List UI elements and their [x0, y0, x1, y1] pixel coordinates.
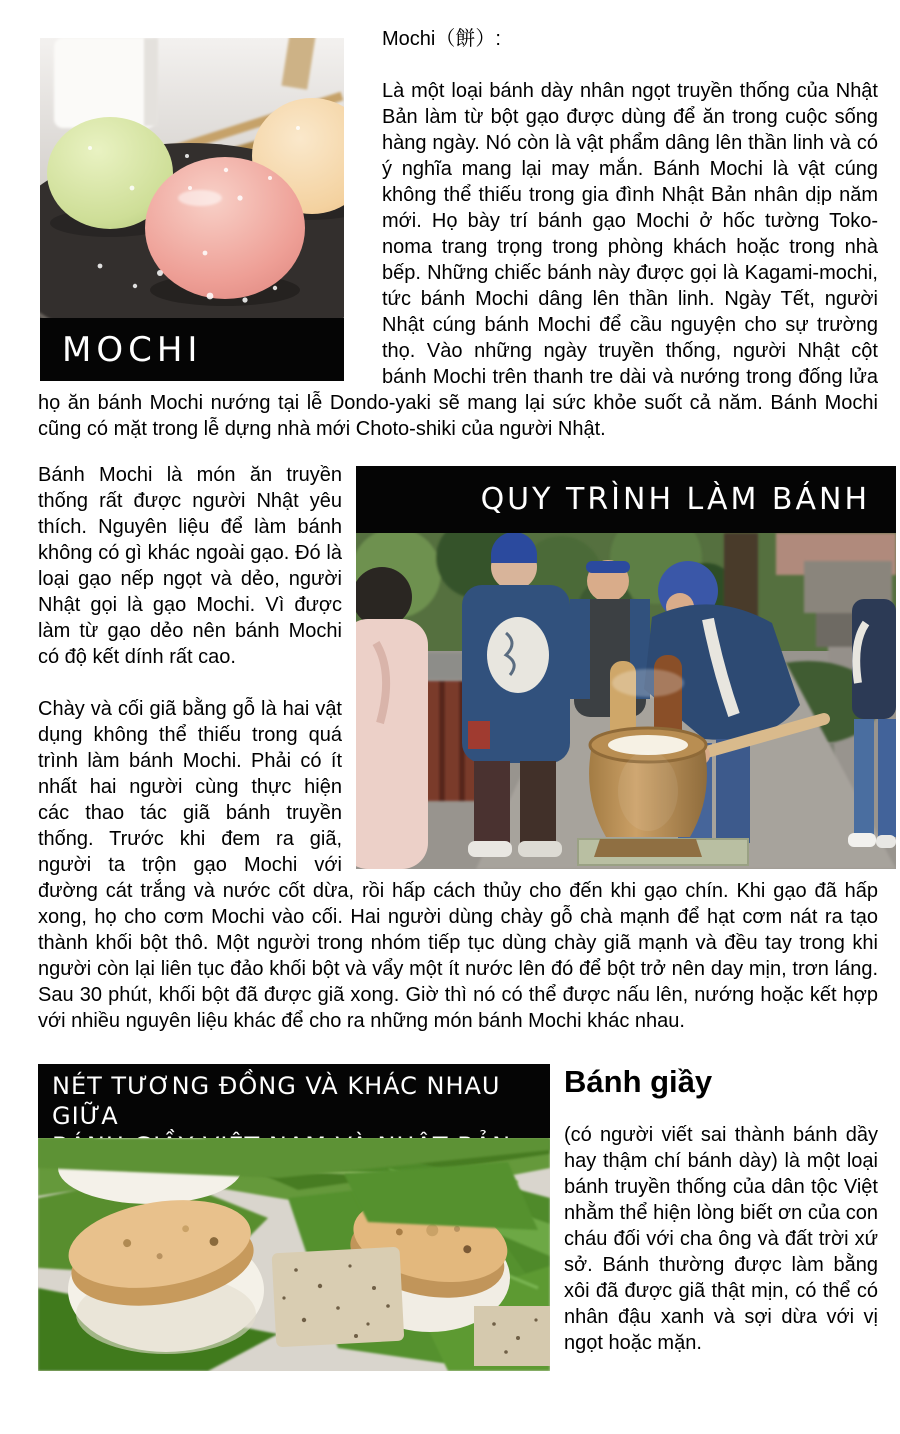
process-figure: [356, 466, 896, 869]
bystander-right: [848, 599, 896, 848]
mochi-paragraph: Là một loại bánh dày nhân ngọt truyền thống của Nhật Bản làm từ bột gạo được dùng để ăn trong cuộc sống hàng ngày. Nó còn là vật phẩm dâng lên thần linh và có ý nghĩa mang lại may mắn. Bánh Mochi là vật cúng không thể thiếu trong gia đình Nhật Bản nhân dịp năm mới. Họ bày trí bánh gạo Mochi ở hốc tường Toko-noma trang trọng trong phòng khách hoặc trong nhà bếp. Những chiếc bánh này được gọi là Kagami-mochi, tức bánh Mochi dâng lên thần linh. Ngày Tết, người Nhật cúng bánh Mochi để cầu nguyện cho sự trường thọ. Vào những ngày truyền thống, người Nhật cột bánh Mochi trên thanh tre dài và nướng trong đống lửa họ ăn bánh Mochi nướng tại lễ Dondo-yaki sẽ mang lại sức khỏe suốt cả năm. Bánh Mochi cũng có mặt trong lễ dựng nhà mới Choto-shiki của người Nhật.: [38, 80, 878, 440]
banh-giay-heading: Bánh giầy: [564, 1064, 713, 1099]
mochi-figure: [40, 38, 344, 381]
banh-giay-figure: [38, 1064, 550, 1371]
section-process: [38, 442, 878, 1034]
process-header-bar: QUY TRÌNH LÀM BÁNH: [356, 466, 896, 533]
pink-mochi: [145, 157, 305, 299]
comparison-header-line1: NÉT TƯƠNG ĐỒNG VÀ KHÁC NHAU GIỮA: [52, 1072, 501, 1130]
comparison-header-bar: [38, 1064, 550, 1138]
mochi-pounding-photo: [356, 533, 896, 869]
tea-cup: [54, 38, 156, 128]
banh-giay-paragraph: (có người viết sai thành bánh dầy hay thậm chí bánh dày) là một loại bánh truyền thống của dân tộc Việt nhằm thể hiện lòng biết ơn của con cháu đối với cha ông và đất trời xứ sở. Bánh thường được làm bằng xôi đã được giã thật mịn, có thể có nhân đậu xanh và sợi dừa với vị ngọt hoặc mặn.: [564, 1124, 878, 1354]
mochi-caption: MOCHI: [40, 318, 344, 381]
mochi-plate-photo: [40, 38, 344, 318]
banh-giay-photo: [38, 1138, 550, 1371]
section-banh-giay: [38, 1034, 878, 1356]
sticky-rice-square: [272, 1247, 405, 1348]
sticky-rice-square-small: [474, 1306, 550, 1366]
process-paragraph-1: Bánh Mochi là món ăn truyền thống rất được người Nhật yêu thích. Nguyên liệu để làm bánh không có gì khác ngoài gạo. Đó là loại gạo nếp ngọt và dẻo, người Nhật gọi là gạo Mochi. Vì được làm từ gạo dẻo nên bánh Mochi có độ kết dính rất cao.: [38, 464, 342, 668]
section-mochi-intro: [38, 26, 878, 442]
mochi-title: Mochi（餅）:: [382, 28, 501, 50]
process-paragraph-2: Chày và cối giã bằng gỗ là hai vật dụng không thể thiếu trong quá trình làm bánh Mochi. Phải có ít nhất hai người cùng thực hiện các thao tác giã bánh truyền thống. Trước khi đem ra giã, người ta trộn gạo Mochi với đường cát trắng và nước cốt dừa, rồi hấp cách thủy cho đến khi gạo chín. Khi gạo đã hấp xong, họ cho cơm Mochi vào cối. Hai người dùng chày gỗ chà mạnh để hạt cơm nát ra tạo thành khối bột thô. Một người trong nhóm tiếp tục dùng chày giã mạnh và đều tay trong khi người còn lại liên tục đảo khối bột và vẩy một ít nước lên đó để bột trở nên day mịn, trơn láng. Sau 30 phút, khối bột đã được giã xong. Giờ thì nó có thể được nấu lên, nướng hoặc kết hợp với nhiều nguyên liệu khác để cho ra những món bánh Mochi khác nhau.: [38, 698, 878, 1032]
